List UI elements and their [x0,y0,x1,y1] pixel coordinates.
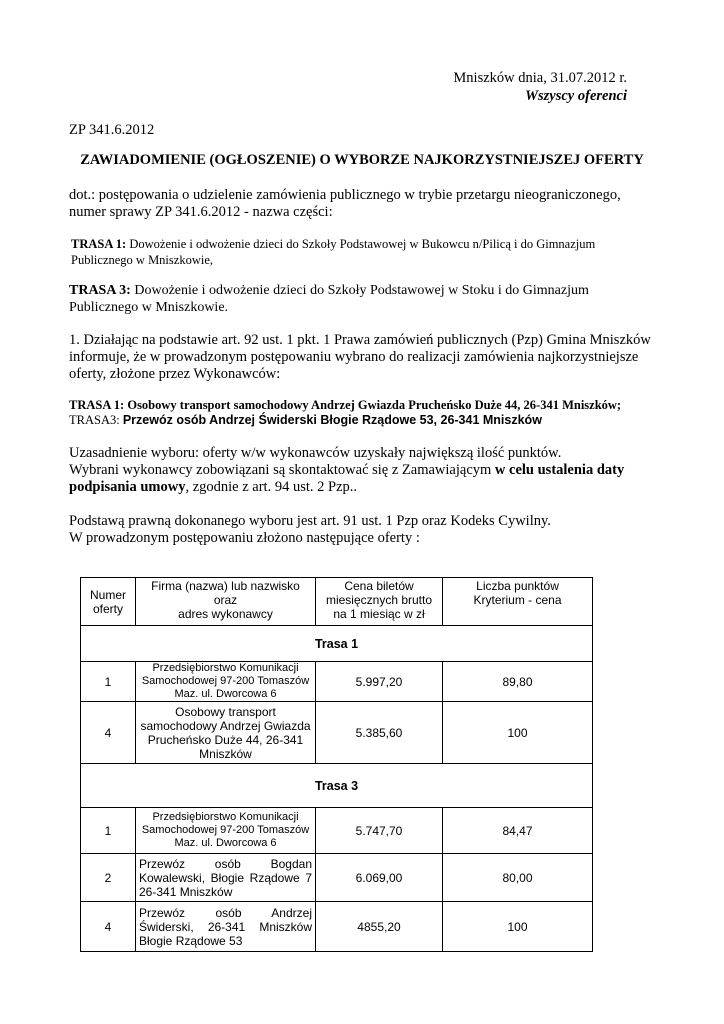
offer-number: 1 [81,808,136,854]
point-1 [69,332,689,383]
trasa-3-label: TRASA 3: [69,283,131,298]
offer-number: 1 [81,662,136,702]
justification [69,445,689,496]
table-row [81,808,593,854]
offer-points: 84,47 [443,808,593,854]
offer-points: 89,80 [443,662,593,702]
justification-line-2b: w celu ustalenia daty [494,462,625,478]
offer-number: 4 [81,902,136,952]
part-trasa-3 [69,282,679,316]
offer-company: Przedsiębiorstwo Komunikacji Samochodowej 97-200 Tomaszów Maz. ul. Dworcowa 6 [136,662,316,702]
case-number: ZP 341.6.2012 [69,122,155,138]
trasa-3-line-1: Dowożenie i odwożenie dzieci do Szkoły Podstawowej w Stoku i do Gimnazjum [134,283,589,298]
trasa-1-line-2: Publicznego w Mniszkowie, [71,252,213,267]
justification-line-3a: podpisania umowy [69,479,186,495]
winner-trasa-1: TRASA 1: Osobowy transport samochodowy Andrzej Gwiazda Prucheńsko Duże 44, 26-341 Mniszków; [69,398,622,412]
section-row-trasa-3 [81,764,593,808]
trasa-3-line-2: Publicznego w Mniszkowie. [69,300,229,315]
offer-company: Przewóz osób Bogdan Kowalewski, Błogie Rządowe 7 26-341 Mniszków [136,854,316,902]
offer-price: 5.385,60 [316,702,443,764]
point-1-line-1: 1. Działając na podstawie art. 92 ust. 1 pkt. 1 Prawa zamówień publicznych (Pzp) Gmina Mniszków [69,332,651,348]
justification-line-3b: , zgodnie z art. 94 ust. 2 Pzp.. [185,479,358,495]
legal-line-1: Podstawą prawną dokonanego wyboru jest art. 91 ust. 1 Pzp oraz Kodeks Cywilny. [69,513,551,529]
offer-price: 5.997,20 [316,662,443,702]
table-row [81,854,593,902]
winner-trasa-3 [69,413,689,429]
legal-basis [69,513,689,547]
table-header-row [81,578,593,626]
subject-line-2: numer sprawy ZP 341.6.2012 - nazwa części: [69,204,333,220]
offer-price: 5.747,70 [316,808,443,854]
table-row [81,662,593,702]
place-date: Mniszków dnia, 31.07.2012 r. [453,70,627,86]
header-price: Cena biletów miesięcznych brutto na 1 miesiąc w zł [316,578,443,626]
offers-table [80,577,593,952]
section-trasa-3: Trasa 3 [81,764,593,808]
offer-number: 4 [81,702,136,764]
table-row [81,702,593,764]
legal-line-2: W prowadzonym postępowaniu złożono następujące oferty : [69,530,420,546]
offer-points: 100 [443,902,593,952]
header-points: Liczba punktów Kryterium - cena [443,578,593,626]
header-company: Firma (nazwa) lub nazwisko oraz adres wykonawcy [136,578,316,626]
point-1-line-2: informuje, że w prowadzonym postępowaniu wybrano do realizacji zamówienia najkorzystniejsze [69,349,639,365]
winner-trasa-3-text: Przewóz osób Andrzej Świderski Błogie Rządowe 53, 26-341 Mniszków [122,413,542,427]
trasa-1-label: TRASA 1: [71,237,127,251]
offer-points: 100 [443,702,593,764]
page-title: ZAWIADOMIENIE (OGŁOSZENIE) O WYBORZE NAJKORZYSTNIEJSZEJ OFERTY [80,152,644,168]
offer-price: 4855,20 [316,902,443,952]
point-1-line-3: oferty, złożone przez Wykonawców: [69,366,281,382]
table-row [81,902,593,952]
offer-company: Osobowy transport samochodowy Andrzej Gwiazda Prucheńsko Duże 44, 26-341 Mniszków [136,702,316,764]
section-trasa-1: Trasa 1 [81,626,593,662]
winner-trasa-3-label: TRASA3: [69,413,120,427]
offer-company: Przedsiębiorstwo Komunikacji Samochodowej 97-200 Tomaszów Maz. ul. Dworcowa 6 [136,808,316,854]
offer-price: 6.069,00 [316,854,443,902]
trasa-1-line-1: Dowożenie i odwożenie dzieci do Szkoły Podstawowej w Bukowcu n/Pilicą i do Gimnazjum [129,237,596,251]
subject [69,187,669,221]
justification-line-2a: Wybrani wykonawcy zobowiązani są skontaktować się z Zamawiającym [69,462,492,478]
header-offer-number: Numer oferty [81,578,136,626]
part-trasa-1 [71,237,671,268]
offer-company: Przewóz osób Andrzej Świderski, 26-341 Mniszków Błogie Rządowe 53 [136,902,316,952]
offer-number: 2 [81,854,136,902]
subject-line-1: dot.: postępowania o udzielenie zamówienia publicznego w trybie przetargu nieograniczonego, [69,187,621,203]
section-row-trasa-1 [81,626,593,662]
recipients: Wszyscy oferenci [525,88,627,104]
offer-points: 80,00 [443,854,593,902]
justification-line-1: Uzasadnienie wyboru: oferty w/w wykonawców uzyskały największą ilość punktów. [69,445,562,461]
